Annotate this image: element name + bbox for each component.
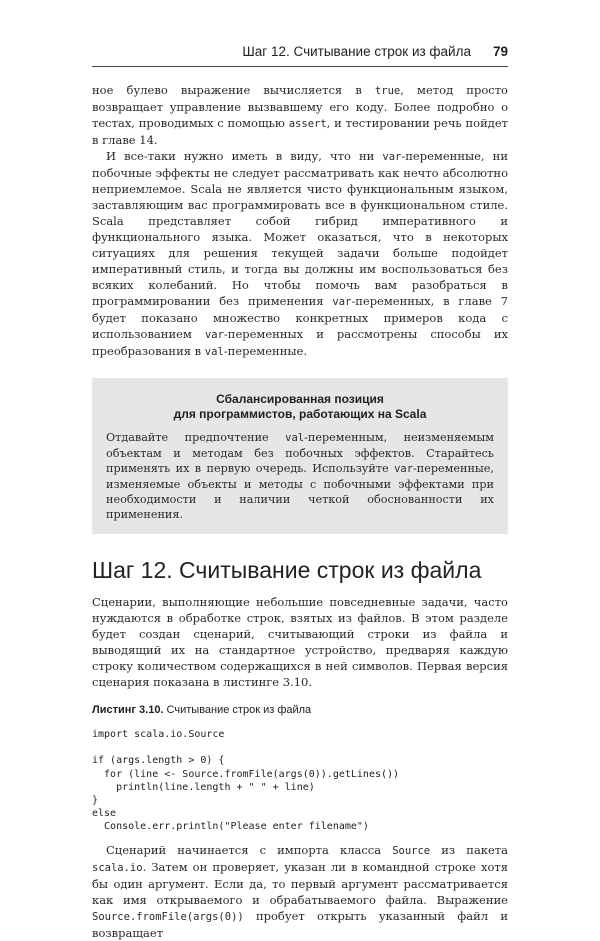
inline-code-var: var — [332, 296, 352, 308]
inline-code-val: val — [285, 432, 305, 444]
section-heading: Шаг 12. Считывание строк из файла — [92, 557, 482, 583]
listing-caption: Листинг 3.10. Считывание строк из файла — [92, 704, 312, 716]
inline-code-fromfile: Source.fromFile(args(0)) — [92, 910, 244, 923]
inline-code-assert: assert — [288, 118, 327, 130]
header-rule — [92, 66, 508, 67]
inline-code-scala-io: scala.io — [92, 861, 143, 874]
paragraph-script-explanation: Сценарий начинается с импорта класса Source из пакета scala.io. Затем он проверяет, указан ли в командной строке хотя бы один аргумент. Если да, то первый аргумент рассматривается как имя открываемого и обрабатываемого файла. Выражение Source.fromFile(args(0)) пробует открыть указанный файл и возвращает — [92, 842, 509, 940]
sidebar-text: Отдавайте предпочтение val-переменным, неизменяемым объектам и методам без побочных эффектов. Старайтесь применять их в первую очередь. Используйте var-переменные, изменяемые объекты и методы с побочными эффектами при необходимости и наличии четкой обоснованности их применения. — [106, 431, 495, 521]
sidebar-title: Сбалансированная позиция для программистов, работающих на Scala — [173, 392, 427, 421]
inline-code-source: Source — [392, 844, 431, 857]
inline-code-var: var — [394, 463, 414, 475]
running-header-title: Шаг 12. Считывание строк из файла — [242, 44, 471, 59]
inline-code-var: var — [204, 329, 224, 341]
paragraph-intro: Сценарии, выполняющие небольшие повседневные задачи, часто нуждаются в обработке строк, взятых из файлов. В этом разделе будет создан сценарий, считывающий строки из файла и выводящий их на стандартное устройство, предваряя каждую строку количеством содержащихся в ней символов. Первая версия сценария показана в листинге 3.10. — [92, 595, 508, 689]
page-body — [92, 82, 508, 941]
inline-code-var: var — [382, 151, 402, 163]
running-header — [92, 44, 508, 64]
inline-code-val: val — [204, 346, 224, 358]
listing-label: Листинг 3.10. — [92, 704, 164, 716]
paragraph-assert: ное булево выражение вычисляется в true, метод просто возвращает управление вызвавшему его коду. Более подробно о тестах, проводимых с помощью assert, и тестировании речь пойдет в главе 14. — [92, 83, 508, 147]
code-listing: import scala.io.Source if (args.length > 0) { for (line <- Source.fromFile(args(0)).getLines()) println(line.length + " " + line) } else Console.err.println("Please enter filename") — [92, 729, 400, 833]
paragraph-var-side-effects: И все-таки нужно иметь в виду, что ни var-переменные, ни побочные эффекты не следует рассматривать как нечто абсолютно неприемлемое. Scala не является чисто функциональным языком, заставляющим вас программировать все в функциональном стиле. Scala представляет собой гибрид императивного и функционального языка. Может оказаться, что в некоторых ситуациях для решения текущей задачи больше подойдет императивный стиль, и тогда вы должны им воспользоваться без всяких колебаний. Но чтобы помочь вам разобраться в программировании без применения var-переменных, в главе 7 будет показано множество конкретных примеров кода с использованием var-переменных и рассмотрены способы их преобразования в val-переменные. — [92, 149, 509, 358]
sidebar-box — [92, 378, 508, 534]
page-number: 79 — [492, 44, 508, 59]
inline-code-true: true — [374, 85, 401, 97]
